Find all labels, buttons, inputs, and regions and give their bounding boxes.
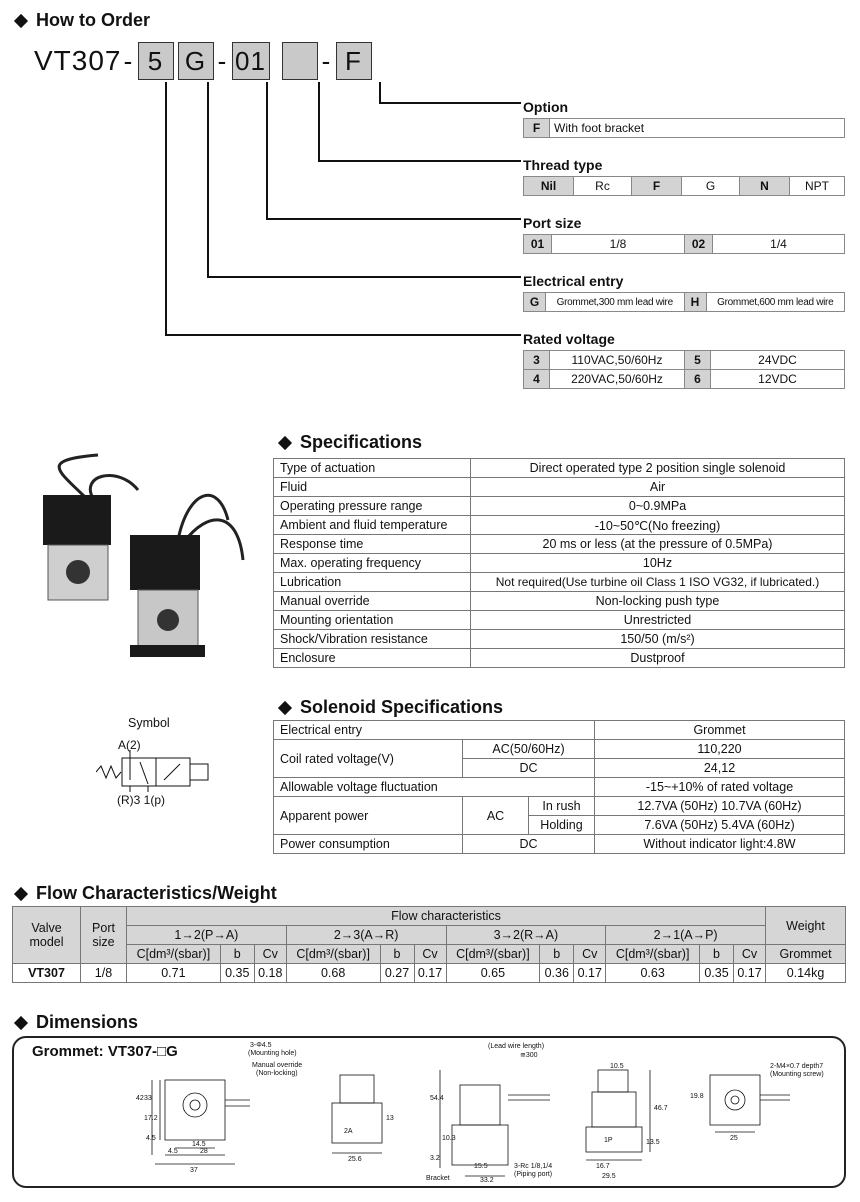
cell: 220VAC,50/60Hz xyxy=(550,370,685,389)
header-cell: Valve model xyxy=(13,907,81,964)
dim-label: ≅300 xyxy=(520,1052,538,1059)
cell: H xyxy=(684,293,706,312)
dim-label: (Mounting hole) xyxy=(248,1050,297,1057)
table-row xyxy=(274,611,845,630)
cell: 0.27 xyxy=(380,964,414,983)
dim-label: 2A xyxy=(344,1128,353,1135)
dim-label: 10.5 xyxy=(610,1063,624,1070)
valve-symbol-icon xyxy=(96,750,216,792)
header-cell: 3→2(R→A) xyxy=(446,926,606,945)
spec-value: 10Hz xyxy=(471,554,845,573)
spec-sublabel: In rush xyxy=(529,797,595,816)
dim-label: 46.7 xyxy=(654,1105,668,1112)
heading-text: Specifications xyxy=(300,432,423,452)
thread-table xyxy=(523,176,845,196)
specifications-table xyxy=(273,458,845,668)
dim-label: 3.2 xyxy=(430,1155,440,1162)
cell: 0.17 xyxy=(414,964,446,983)
code-box-thread xyxy=(282,42,318,80)
spec-value: Unrestricted xyxy=(471,611,845,630)
table-row xyxy=(274,649,845,668)
dim-label: (Lead wire length) xyxy=(488,1043,545,1050)
cell: NPT xyxy=(790,177,845,196)
symbol-title: Symbol xyxy=(128,716,170,730)
spec-value: 110,220 xyxy=(595,740,845,759)
dimension-drawings xyxy=(130,1040,830,1186)
dim-label: 33 xyxy=(144,1095,152,1102)
cell: 1/8 xyxy=(552,235,685,254)
cell: 1/8 xyxy=(81,964,127,983)
table-row xyxy=(13,964,846,983)
spec-value: 150/50 (m/s²) xyxy=(471,630,845,649)
dim-label: 19.8 xyxy=(690,1093,704,1100)
header-cell: Cv xyxy=(254,945,286,964)
table-row xyxy=(274,740,845,759)
cell: 12VDC xyxy=(711,370,845,389)
electrical-title: Electrical entry xyxy=(523,273,624,289)
table-row xyxy=(13,907,846,926)
table-row xyxy=(13,945,846,964)
spec-value: Without indicator light:4.8W xyxy=(595,835,845,854)
cell: Nil xyxy=(524,177,574,196)
cell: F xyxy=(632,177,682,196)
table-row xyxy=(274,573,845,592)
cell: 6 xyxy=(685,370,711,389)
spec-sublabel: AC(50/60Hz) xyxy=(463,740,595,759)
cell: 4 xyxy=(524,370,550,389)
cell: 0.63 xyxy=(606,964,700,983)
cell: Grommet,600 mm lead wire xyxy=(706,293,845,312)
symbol-port-top: A(2) xyxy=(118,738,141,752)
dim-label: 13 xyxy=(386,1115,394,1122)
dim-label: 4.5 xyxy=(168,1148,178,1155)
table-row xyxy=(274,778,845,797)
solenoid-heading xyxy=(278,697,503,718)
cell: 0.35 xyxy=(700,964,734,983)
cell: 0.17 xyxy=(734,964,766,983)
heading-text: Flow Characteristics/Weight xyxy=(36,883,277,903)
header-cell: Cv xyxy=(734,945,766,964)
table-row xyxy=(274,630,845,649)
dim-label: 3-Rc 1/8,1/4 xyxy=(514,1163,553,1170)
spec-value: -15~+10% of rated voltage xyxy=(595,778,845,797)
dim-label: 10.3 xyxy=(442,1135,456,1142)
specifications-heading xyxy=(278,432,422,453)
thread-title: Thread type xyxy=(523,157,603,173)
table-row xyxy=(274,478,845,497)
header-cell: b xyxy=(220,945,254,964)
dim-label: 2-M4×0.7 depth7 xyxy=(770,1063,824,1070)
header-cell: Cv xyxy=(574,945,606,964)
cell: 110VAC,50/60Hz xyxy=(550,351,685,370)
spec-label: Mounting orientation xyxy=(274,611,471,630)
cell: 1/4 xyxy=(713,235,845,254)
cell: 24VDC xyxy=(711,351,845,370)
spec-label: Allowable voltage fluctuation xyxy=(274,778,595,797)
spec-label: Enclosure xyxy=(274,649,471,668)
table-row xyxy=(274,459,845,478)
dim-label: Manual override xyxy=(252,1062,303,1069)
spec-label: Fluid xyxy=(274,478,471,497)
table-row xyxy=(274,835,845,854)
spec-label: Apparent power xyxy=(274,797,463,835)
spec-value: Not required(Use turbine oil Class 1 ISO VG32, if lubricated.) xyxy=(471,573,845,592)
dim-label: 33.2 xyxy=(480,1177,494,1184)
spec-label: Electrical entry xyxy=(274,721,595,740)
option-title: Option xyxy=(523,99,569,115)
port-table xyxy=(523,234,845,254)
cell: With foot bracket xyxy=(550,119,845,138)
dim-label: (Mounting screw) xyxy=(770,1071,824,1078)
port-title: Port size xyxy=(523,215,582,231)
code-box-option: F xyxy=(336,42,372,80)
header-cell: C[dm³/(sbar)] xyxy=(606,945,700,964)
diamond-icon xyxy=(14,886,28,900)
sep: - xyxy=(321,45,332,76)
table-row xyxy=(274,554,845,573)
header-cell: C[dm³/(sbar)] xyxy=(446,945,540,964)
cell: 0.36 xyxy=(540,964,574,983)
dim-label: 54.4 xyxy=(430,1095,444,1102)
spec-label: Ambient and fluid temperature xyxy=(274,516,471,535)
valve-product-image xyxy=(28,450,258,680)
voltage-table xyxy=(523,350,845,389)
cell: N xyxy=(740,177,790,196)
header-cell: 2→3(A→R) xyxy=(286,926,446,945)
cell: 0.35 xyxy=(220,964,254,983)
cell: 0.17 xyxy=(574,964,606,983)
table-row xyxy=(274,592,845,611)
cell: G xyxy=(682,177,740,196)
header-cell: 2→1(A→P) xyxy=(606,926,766,945)
dim-label: (Non-locking) xyxy=(256,1070,298,1077)
dim-label: 25.6 xyxy=(348,1156,362,1163)
spec-sublabel: DC xyxy=(463,759,595,778)
header-cell: Flow characteristics xyxy=(127,907,766,926)
electrical-table xyxy=(523,292,845,312)
cell: G xyxy=(524,293,546,312)
dimensions-subtitle: Grommet: VT307-□G xyxy=(32,1043,178,1060)
sep: - xyxy=(217,45,228,76)
header-cell: b xyxy=(700,945,734,964)
dim-label: 3-Φ4.5 xyxy=(250,1042,272,1049)
symbol-port-bottom: (R)3 1(p) xyxy=(117,793,166,807)
spec-label: Operating pressure range xyxy=(274,497,471,516)
dimensions-heading xyxy=(14,1012,138,1033)
spec-value: Non-locking push type xyxy=(471,592,845,611)
heading-text: How to Order xyxy=(36,10,151,30)
flow-table xyxy=(12,906,846,983)
header-cell: Port size xyxy=(81,907,127,964)
model-code xyxy=(34,42,374,80)
spec-sublabel: AC xyxy=(463,797,529,835)
solenoid-table xyxy=(273,720,845,854)
dim-label: 13.5 xyxy=(646,1139,660,1146)
spec-value: Grommet xyxy=(595,721,845,740)
cell: 0.14kg xyxy=(766,964,846,983)
model-name: VT307 xyxy=(34,45,122,76)
dim-label: 16.7 xyxy=(596,1163,610,1170)
cell: 0.18 xyxy=(254,964,286,983)
dim-label: 4.5 xyxy=(146,1135,156,1142)
spec-value: Direct operated type 2 position single solenoid xyxy=(471,459,845,478)
spec-label: Type of actuation xyxy=(274,459,471,478)
header-cell: Weight xyxy=(766,907,846,945)
dim-label: 15.5 xyxy=(474,1163,488,1170)
code-box-entry: G xyxy=(178,42,214,80)
how-to-order-heading xyxy=(14,10,150,31)
table-row xyxy=(13,926,846,945)
dim-label: Bracket xyxy=(426,1175,450,1182)
dim-label: (Piping port) xyxy=(514,1171,553,1178)
spec-label: Response time xyxy=(274,535,471,554)
dim-label: 17.2 xyxy=(144,1115,158,1122)
spec-value: 20 ms or less (at the pressure of 0.5MPa) xyxy=(471,535,845,554)
dim-label: 1P xyxy=(604,1137,613,1144)
spec-sublabel: DC xyxy=(463,835,595,854)
header-cell: Cv xyxy=(414,945,446,964)
dim-label: 29.5 xyxy=(602,1173,616,1180)
diamond-icon xyxy=(14,1015,28,1029)
spec-label: Shock/Vibration resistance xyxy=(274,630,471,649)
table-row xyxy=(274,535,845,554)
spec-label: Lubrication xyxy=(274,573,471,592)
header-cell: 1→2(P→A) xyxy=(127,926,287,945)
dim-label: 42 xyxy=(136,1095,144,1102)
heading-text: Solenoid Specifications xyxy=(300,697,504,717)
diamond-icon xyxy=(14,13,28,27)
dim-label: 28 xyxy=(200,1148,208,1155)
spec-value: 0~0.9MPa xyxy=(471,497,845,516)
sep: - xyxy=(123,45,134,76)
table-row xyxy=(274,797,845,816)
header-cell: b xyxy=(380,945,414,964)
dim-label: 25 xyxy=(730,1135,738,1142)
spec-value: 24,12 xyxy=(595,759,845,778)
option-table xyxy=(523,118,845,138)
header-cell: b xyxy=(540,945,574,964)
table-row xyxy=(274,516,845,535)
table-row xyxy=(274,721,845,740)
spec-value: Dustproof xyxy=(471,649,845,668)
spec-value: 12.7VA (50Hz) 10.7VA (60Hz) xyxy=(595,797,845,816)
dim-label: 14.5 xyxy=(192,1141,206,1148)
cell: VT307 xyxy=(13,964,81,983)
voltage-title: Rated voltage xyxy=(523,331,615,347)
spec-value: 7.6VA (50Hz) 5.4VA (60Hz) xyxy=(595,816,845,835)
flow-heading xyxy=(14,883,277,904)
header-cell: C[dm³/(sbar)] xyxy=(127,945,221,964)
spec-label: Coil rated voltage(V) xyxy=(274,740,463,778)
dim-label: 37 xyxy=(190,1167,198,1174)
cell: 0.71 xyxy=(127,964,221,983)
cell: 0.65 xyxy=(446,964,540,983)
diamond-icon xyxy=(278,700,292,714)
table-row xyxy=(274,497,845,516)
cell: F xyxy=(524,119,550,138)
code-box-port: 01 xyxy=(232,42,270,80)
heading-text: Dimensions xyxy=(36,1012,139,1032)
header-cell: Grommet xyxy=(766,945,846,964)
cell: 02 xyxy=(685,235,713,254)
cell: Rc xyxy=(574,177,632,196)
cell: 01 xyxy=(524,235,552,254)
diamond-icon xyxy=(278,435,292,449)
cell: 0.68 xyxy=(286,964,380,983)
cell: 5 xyxy=(685,351,711,370)
header-cell: C[dm³/(sbar)] xyxy=(286,945,380,964)
cell: Grommet,300 mm lead wire xyxy=(546,293,685,312)
spec-label: Max. operating frequency xyxy=(274,554,471,573)
cell: 3 xyxy=(524,351,550,370)
spec-value: -10~50℃(No freezing) xyxy=(471,516,845,535)
spec-sublabel: Holding xyxy=(529,816,595,835)
code-box-voltage: 5 xyxy=(138,42,174,80)
spec-label: Power consumption xyxy=(274,835,463,854)
spec-value: Air xyxy=(471,478,845,497)
spec-label: Manual override xyxy=(274,592,471,611)
